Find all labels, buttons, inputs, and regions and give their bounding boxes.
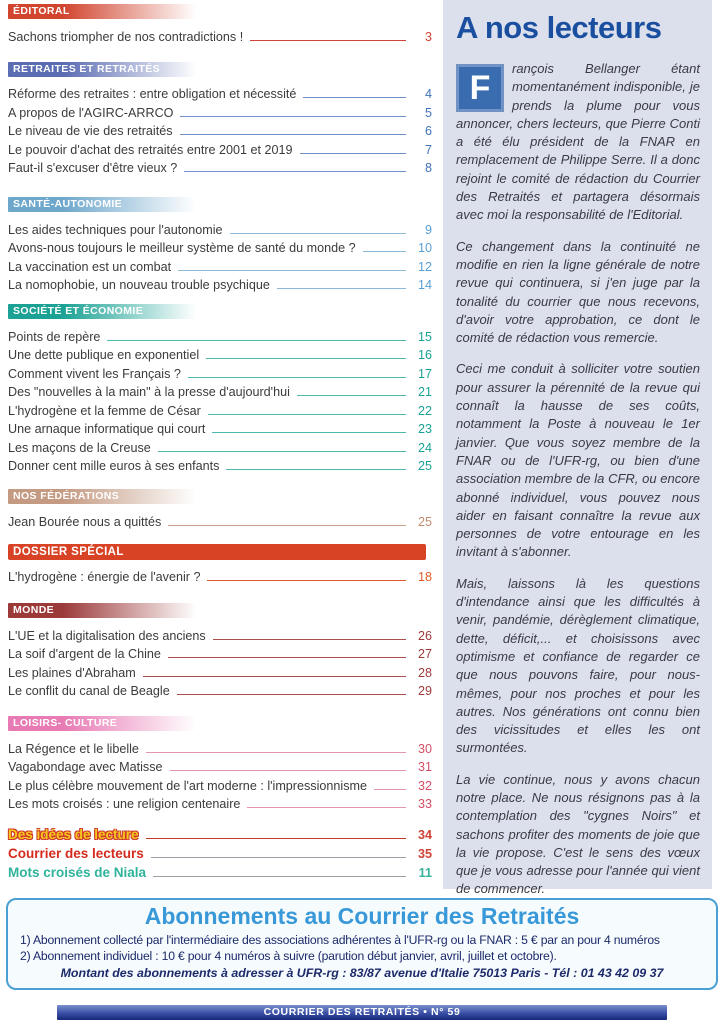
toc-page-number: 17 xyxy=(417,366,432,381)
leader-line xyxy=(184,171,406,172)
toc-section-sante-autonomie xyxy=(8,197,432,293)
toc-item xyxy=(8,326,432,345)
leader-line xyxy=(297,395,406,396)
toc-item xyxy=(8,219,432,238)
toc-item xyxy=(8,102,432,121)
toc-page-number: 28 xyxy=(417,665,432,680)
toc-page-number: 25 xyxy=(417,514,432,529)
toc-item xyxy=(8,26,432,45)
section-header-loisirs-culture: LOISIRS- CULTURE xyxy=(8,716,204,731)
toc-item xyxy=(8,345,432,364)
letter-paragraph: Mais, laissons là les questions d'intendance ainsi que les difficultés à venir, pandémie, dérèglement climatique, dette, déficit,... et choisissons avec optimisme et confiance de regarder ce que nous pouvons faire, pour nous-mêmes, pour nos proches et pour les autres. Nos générations ont connu bien des vicissitudes et elles les ont surmontées. xyxy=(456,575,700,756)
toc-page-number: 8 xyxy=(424,161,432,175)
toc-page-number: 22 xyxy=(417,403,432,418)
toc-section-monde xyxy=(8,603,432,699)
toc-item-title: Jean Bourée nous a quittés xyxy=(8,514,162,529)
toc-item-title: Réforme des retraites : entre obligation et nécessité xyxy=(8,87,297,101)
toc-item-title: Une dette publique en exponentiel xyxy=(8,348,200,362)
section-header-sante-autonomie: SANTÉ-AUTONOMIE xyxy=(8,197,204,212)
toc-page-number: 5 xyxy=(424,105,432,120)
leader-line xyxy=(208,414,406,415)
toc-item-title: Mots croisés de Niala xyxy=(8,865,147,880)
toc-item-title: Avons-nous toujours le meilleur système de santé du monde ? xyxy=(8,241,356,255)
leader-line xyxy=(226,469,406,470)
toc-page-number: 4 xyxy=(424,87,432,101)
toc-page-number: 29 xyxy=(417,684,432,698)
letter-body xyxy=(456,60,700,899)
toc-item-title: Points de repère xyxy=(8,329,101,344)
letter-paragraph: La vie continue, nous y avons chacun notre place. Ne nous résignons pas à la contemplation des "cygnes Noirs" et sachons profiter des moments de joie que la vie propose. C'est le sens des vœux que je vous adresse pour l'année qui vient de commencer. xyxy=(456,771,700,897)
toc-page-number: 15 xyxy=(417,329,432,344)
leader-line xyxy=(151,857,406,858)
section-header-nos-federations: NOS FÉDÉRATIONS xyxy=(8,489,204,504)
toc-item xyxy=(8,139,432,158)
toc-item-title: Le pouvoir d'achat des retraités entre 2001 et 2019 xyxy=(8,142,293,157)
footer-bar xyxy=(57,1005,667,1020)
toc-item xyxy=(8,662,432,681)
toc-item-title: L'hydrogène et la femme de César xyxy=(8,403,201,418)
leader-line xyxy=(230,233,406,234)
leader-line xyxy=(374,789,406,790)
toc-item xyxy=(8,862,432,881)
toc-item xyxy=(8,256,432,275)
toc-page-number: 26 xyxy=(417,628,432,643)
toc-item xyxy=(8,275,432,294)
leader-line xyxy=(146,838,406,839)
section-header-dossier-special: DOSSIER SPÉCIAL xyxy=(8,544,426,560)
toc-section-societe-economie xyxy=(8,304,432,474)
toc-page-number: 31 xyxy=(417,760,432,774)
toc-item xyxy=(8,84,432,103)
toc-page-number: 6 xyxy=(424,124,432,138)
toc-section-dossier-special xyxy=(8,544,432,586)
toc-page-number: 9 xyxy=(424,222,432,237)
leader-line xyxy=(250,40,406,41)
toc-item-title: Les maçons de la Creuse xyxy=(8,440,151,455)
subscription-line-1: 1) Abonnement collecté par l'intermédiaire des associations adhérentes à l'UFR-rg ou la FNAR : 5 € par an pour 4 numéros xyxy=(20,933,660,947)
toc-page-number: 12 xyxy=(417,259,432,274)
toc-item-title: Des "nouvelles à la main" à la presse d'aujourd'hui xyxy=(8,385,290,399)
leader-line xyxy=(153,876,406,877)
toc-page-number: 30 xyxy=(417,741,432,756)
toc-item xyxy=(8,158,432,177)
toc-item-title: La soif d'argent de la Chine xyxy=(8,647,161,661)
toc-extras xyxy=(8,824,432,881)
section-header-monde: MONDE xyxy=(8,603,204,618)
toc-item xyxy=(8,625,432,644)
toc-item xyxy=(8,843,432,862)
leader-line xyxy=(143,676,406,677)
leader-line xyxy=(168,525,406,526)
toc-page-number: 14 xyxy=(417,278,432,292)
toc-item-title: L'UE et la digitalisation des anciens xyxy=(8,628,206,643)
toc-item xyxy=(8,738,432,757)
toc-item xyxy=(8,437,432,456)
leader-line xyxy=(107,340,406,341)
letter-paragraph: F rançois Bellanger étant momentanément indisponible, je prends la plume pour vous annoncer, chers lecteurs, que Pierre Conti a été élu président de la FNAR en remplacement de Philippe Serre. Il a donc rejoint le comité de rédaction du Courrier des Retraités et partagera désormais avec moi la responsabilité de l'Editorial. xyxy=(456,61,700,223)
toc-item-title: Des idées de lecture xyxy=(8,827,139,842)
toc-item xyxy=(8,419,432,438)
toc-page-number: 11 xyxy=(418,866,432,880)
leader-line xyxy=(303,97,406,98)
letter-title: A nos lecteurs xyxy=(456,10,662,45)
letter-paragraph: Ce changement dans la continuité ne modifie en rien la ligne générale de notre revue qui continuera, si j'en juge par la tonalité du courrier que nous recevons, d'avoir votre approbation, ce dont le comité de rédaction vous remercie. xyxy=(456,238,700,346)
toc-item-title: Le conflit du canal de Beagle xyxy=(8,684,170,698)
leader-line xyxy=(206,358,406,359)
leader-line xyxy=(188,377,406,378)
toc-item-title: Le plus célèbre mouvement de l'art moderne : l'impressionnisme xyxy=(8,778,368,793)
toc-item xyxy=(8,775,432,794)
toc-page-number: 18 xyxy=(417,570,432,584)
toc-item-title: A propos de l'AGIRC-ARRCO xyxy=(8,105,174,120)
toc-item xyxy=(8,400,432,419)
toc-item-title: L'hydrogène : énergie de l'avenir ? xyxy=(8,570,201,584)
toc-section-retraites xyxy=(8,62,432,177)
leader-line xyxy=(300,153,406,154)
toc-item xyxy=(8,824,432,843)
toc-page-number: 27 xyxy=(417,647,432,661)
leader-line xyxy=(146,752,406,753)
drop-cap: F xyxy=(456,64,504,112)
footer-text: COURRIER DES RETRAITÉS • N° 59 xyxy=(263,1006,461,1018)
subscription-box xyxy=(6,898,718,990)
toc-item xyxy=(8,511,432,530)
leader-line xyxy=(277,288,406,289)
toc-section-loisirs-culture xyxy=(8,716,432,812)
toc-item-title: Sachons triompher de nos contradictions ! xyxy=(8,29,244,44)
leader-line xyxy=(213,639,406,640)
toc-item xyxy=(8,238,432,257)
toc-item-title: Le niveau de vie des retraités xyxy=(8,124,173,138)
toc-item-title: Les plaines d'Abraham xyxy=(8,665,136,680)
toc-page-number: 25 xyxy=(417,459,432,473)
section-header-editorial: ÉDITORAL xyxy=(8,4,204,19)
toc-page-number: 3 xyxy=(424,29,432,44)
toc-item xyxy=(8,794,432,813)
table-of-contents xyxy=(8,4,432,881)
toc-item-title: Une arnaque informatique qui court xyxy=(8,422,206,436)
toc-item xyxy=(8,644,432,663)
toc-item-title: La vaccination est un combat xyxy=(8,259,172,274)
leader-line xyxy=(168,657,406,658)
leader-line xyxy=(207,580,406,581)
letter-panel xyxy=(443,0,712,897)
toc-item xyxy=(8,121,432,140)
toc-page-number: 34 xyxy=(417,828,432,842)
toc-page-number: 16 xyxy=(417,348,432,362)
leader-line xyxy=(363,251,406,252)
leader-line xyxy=(180,116,406,117)
section-header-retraites: RETRAITES ET RETRAITÉS xyxy=(8,62,204,77)
toc-item-title: Comment vivent les Français ? xyxy=(8,366,181,381)
subscription-note: Montant des abonnements à adresser à UFR-rg : 83/87 avenue d'Italie 75013 Paris - Tél : 01 43 42 09 37 xyxy=(60,966,664,980)
toc-section-editorial xyxy=(8,4,432,45)
toc-item-title: La nomophobie, un nouveau trouble psychique xyxy=(8,278,270,292)
toc-item xyxy=(8,363,432,382)
leader-line xyxy=(212,432,406,433)
toc-page-number: 32 xyxy=(417,778,432,793)
toc-item xyxy=(8,567,432,586)
toc-item-title: Les mots croisés : une religion centenaire xyxy=(8,797,241,811)
toc-item xyxy=(8,681,432,700)
toc-section-nos-federations xyxy=(8,489,432,530)
toc-page-number: 24 xyxy=(417,440,432,455)
leader-line xyxy=(170,770,407,771)
toc-page-number: 33 xyxy=(417,797,432,811)
toc-page-number: 10 xyxy=(417,241,432,255)
leader-line xyxy=(178,270,406,271)
toc-item-title: Courrier des lecteurs xyxy=(8,846,144,861)
toc-page-number: 7 xyxy=(424,142,432,157)
leader-line xyxy=(158,451,406,452)
leader-line xyxy=(180,134,406,135)
toc-item-title: Les aides techniques pour l'autonomie xyxy=(8,222,223,237)
subscription-line-2: 2) Abonnement individuel : 10 € pour 4 numéros à suivre (parution début janvier, avril, juillet et octobre). xyxy=(20,949,557,963)
toc-item xyxy=(8,456,432,475)
toc-item-title: Faut-il s'excuser d'être vieux ? xyxy=(8,161,178,175)
toc-item-title: Donner cent mille euros à ses enfants xyxy=(8,459,220,473)
letter-paragraph: Ceci me conduit à solliciter votre soutien pour assurer la pérennité de la revue qui connaît la hausse de ses coûts, notamment la Poste à nouveau le 1er janvier. Que vous soyez membre de la FNAR ou de l'UFR-rg, ou bien d'une association membre de la CFR, ou encore abonné individuel, vous pouvez nous aider en faisant connaître la revue aux personnes de votre entourage en les invitant à s'abonner. xyxy=(456,361,700,560)
toc-item xyxy=(8,757,432,776)
toc-item xyxy=(8,382,432,401)
toc-page-number: 21 xyxy=(417,385,432,399)
section-header-societe-economie: SOCIÉTÉ ET ÉCONOMIE xyxy=(8,304,204,319)
toc-page-number: 35 xyxy=(417,847,432,861)
toc-item-title: La Régence et le libelle xyxy=(8,741,139,756)
subscription-title: Abonnements au Courrier des Retraités xyxy=(144,903,580,929)
toc-item-title: Vagabondage avec Matisse xyxy=(8,760,163,774)
leader-line xyxy=(247,807,406,808)
leader-line xyxy=(177,694,406,695)
toc-page-number: 23 xyxy=(417,422,432,436)
